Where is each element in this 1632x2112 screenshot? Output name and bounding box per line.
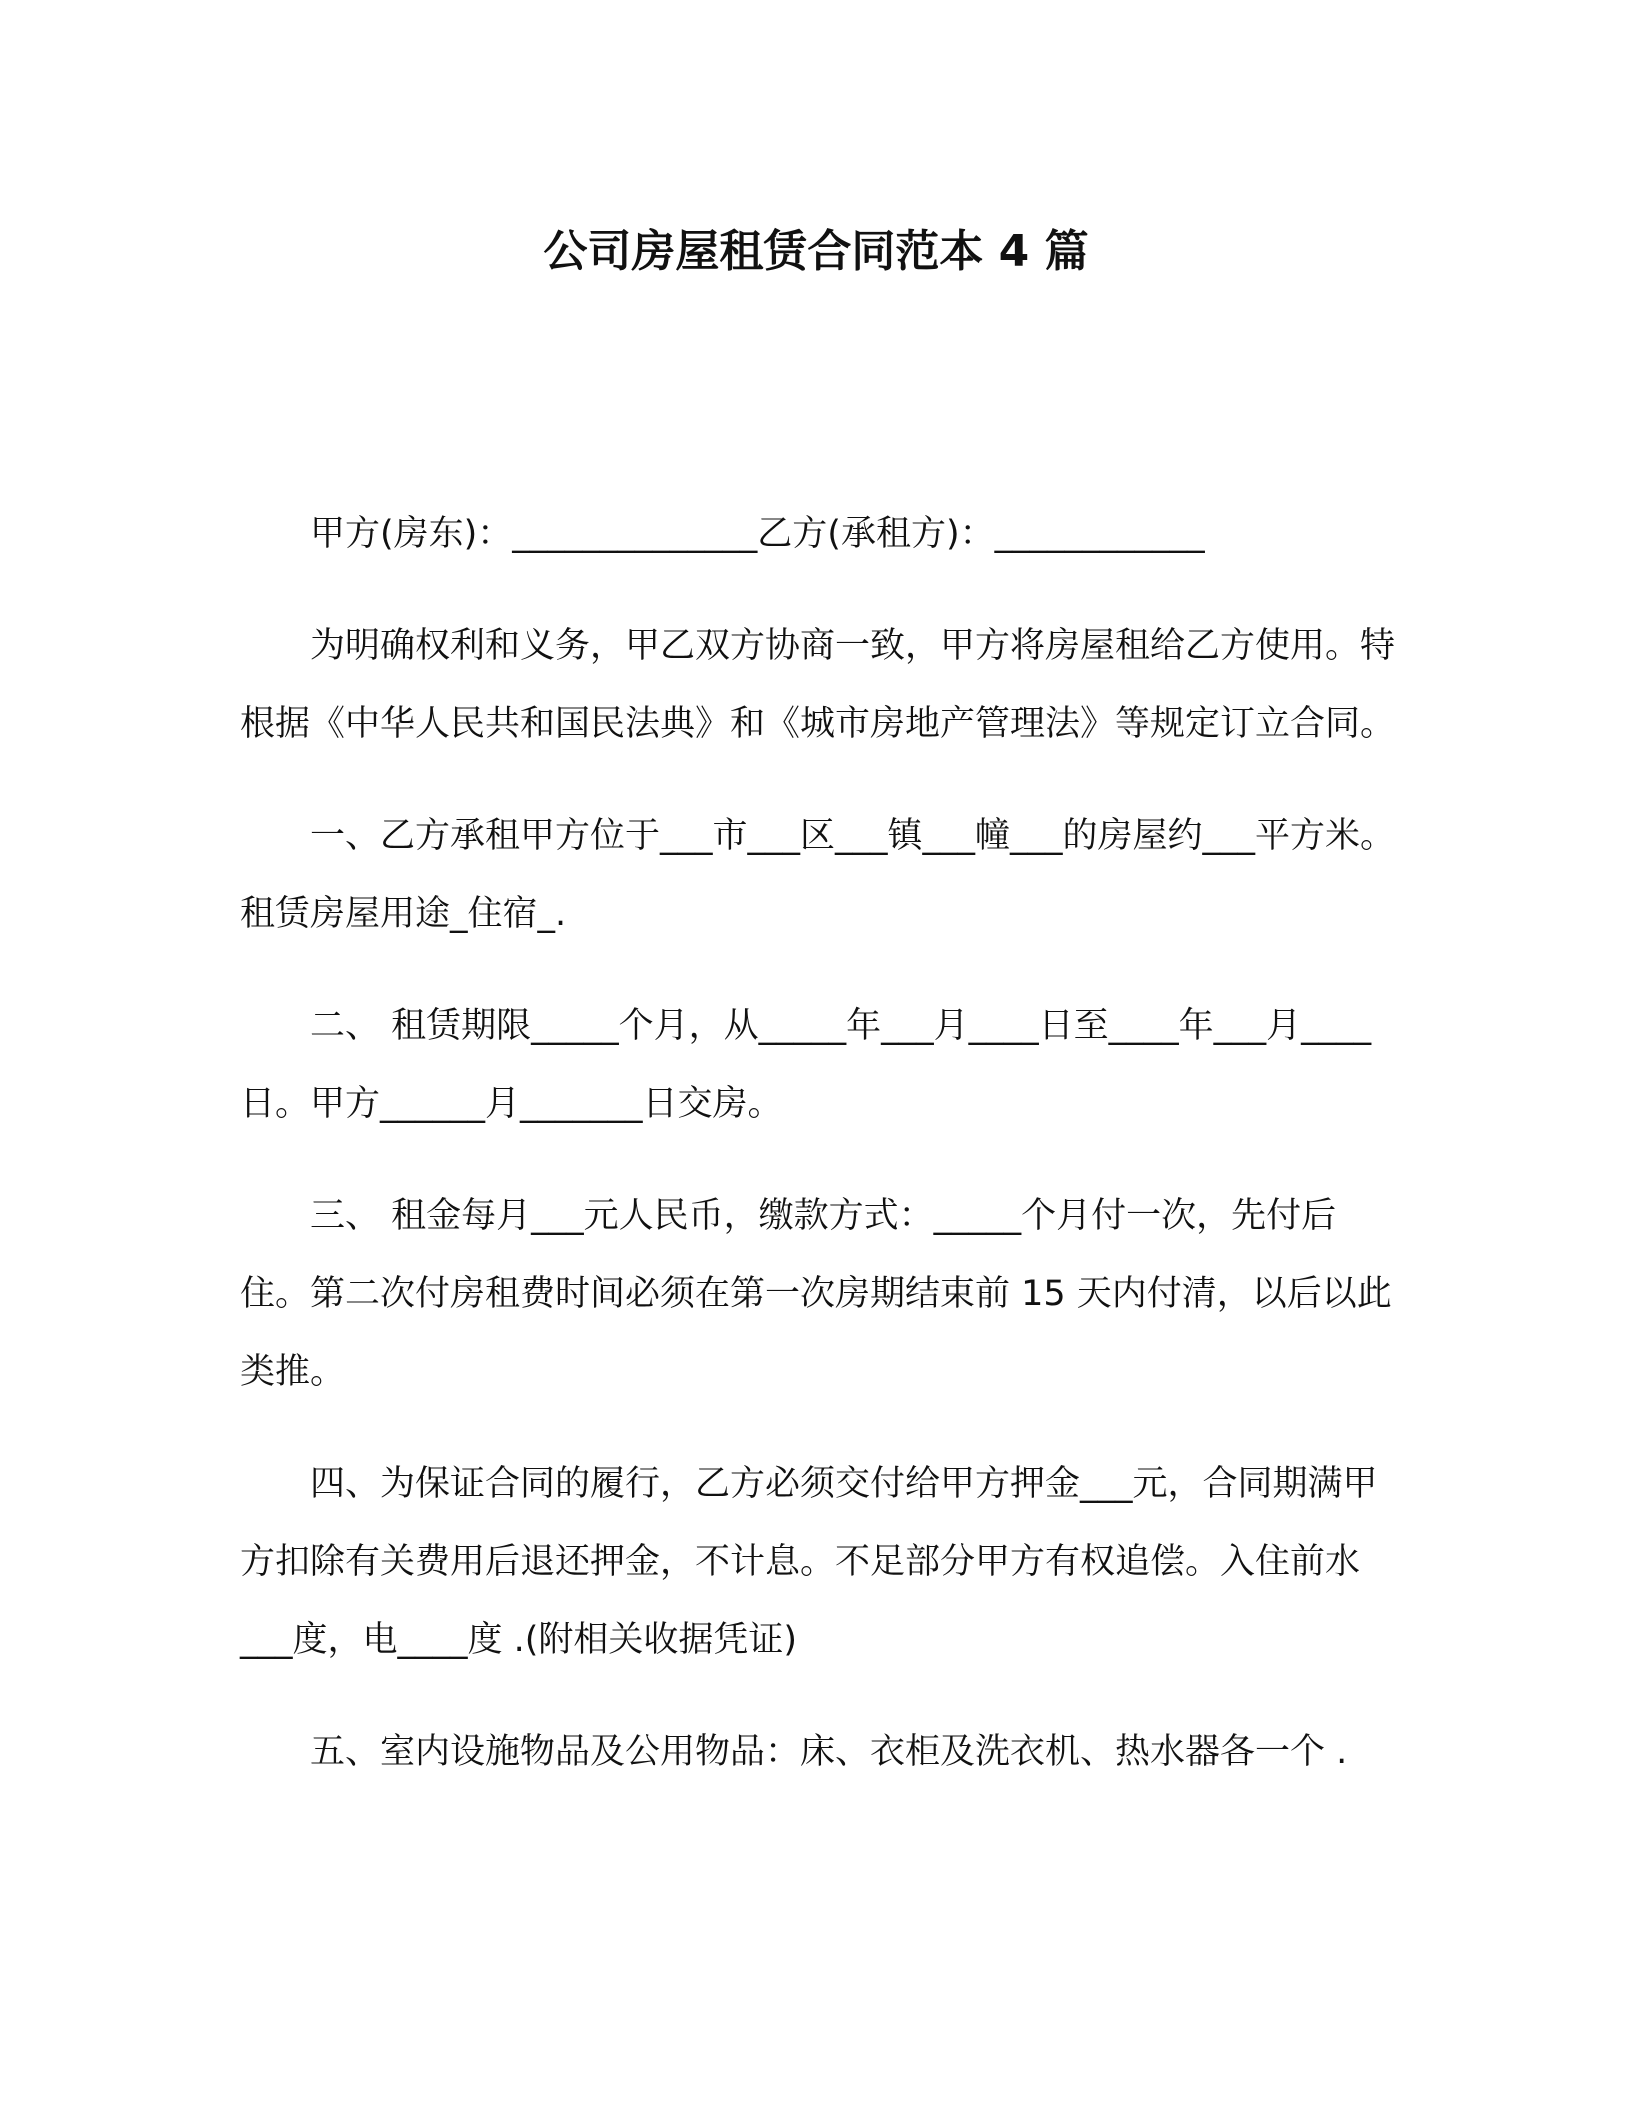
preamble-paragraph: 为明确权利和义务，甲乙双方协商一致，甲方将房屋租给乙方使用。特根据《中华人民共和国民法典》和《城市房地产管理法》等规定订立合同。 bbox=[240, 626, 1396, 744]
clause-3-paragraph: 三、 租金每月___元人民币，缴款方式：_____个月付一次，先付后住。第二次付房租费时间必须在第一次房期结束前 15 天内付清，以后以此类推。 bbox=[240, 1196, 1392, 1392]
clause-1-paragraph: 一、乙方承租甲方位于___市___区___镇___幢___的房屋约___平方米。租赁房屋用途_住宿_. bbox=[240, 816, 1396, 934]
clause-4-paragraph: 四、为保证合同的履行，乙方必须交付给甲方押金___元，合同期满甲方扣除有关费用后退还押金，不计息。不足部分甲方有权追偿。入住前水___度，电____度 .(附相关收据凭证) bbox=[240, 1464, 1378, 1660]
clause-5-paragraph: 五、室内设施物品及公用物品：床、衣柜及洗衣机、热水器各一个 . bbox=[310, 1732, 1348, 1772]
parties-line: 甲方(房东)：______________乙方(承租方)：____________ bbox=[310, 514, 1205, 554]
document-title: 公司房屋租赁合同范本 4 篇 bbox=[543, 226, 1089, 277]
document-body bbox=[240, 495, 1395, 1825]
clause-2-paragraph: 二、 租赁期限_____个月，从_____年___月____日至____年___月____日。甲方______月_______日交房。 bbox=[240, 1006, 1372, 1124]
